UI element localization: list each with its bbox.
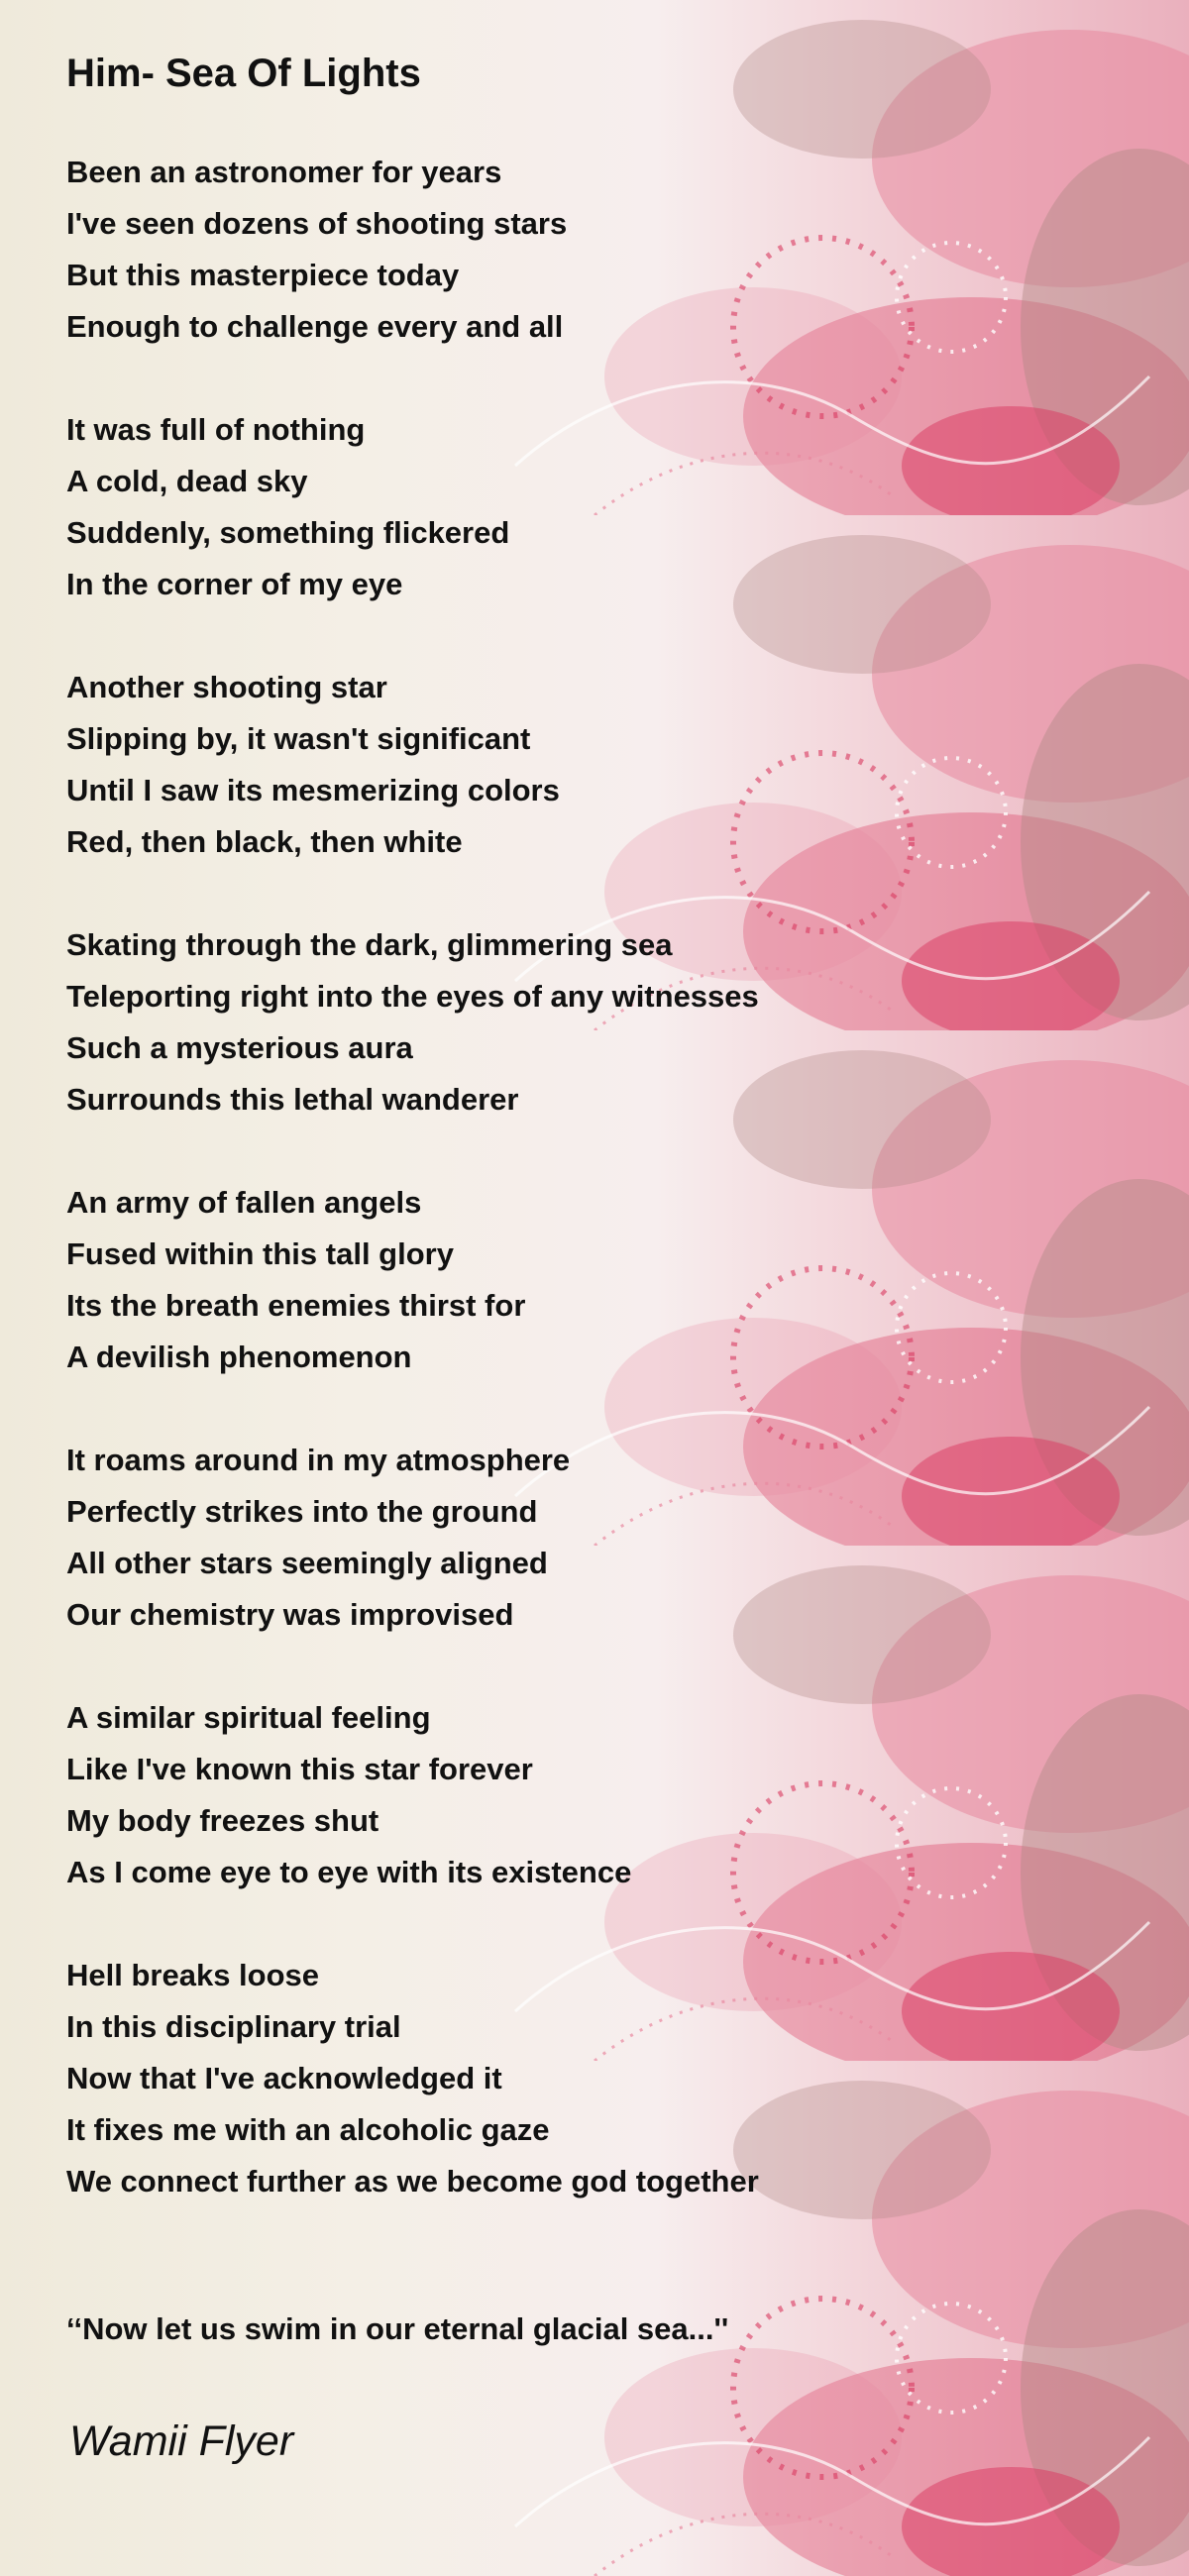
poem-line: As I come eye to eye with its existence xyxy=(66,1855,632,1889)
poem-title: Him- Sea Of Lights xyxy=(66,52,421,95)
poem-line: A similar spiritual feeling xyxy=(66,1700,431,1735)
poem-line: Red, then black, then white xyxy=(66,824,463,859)
poem-line: Now that I've acknowledged it xyxy=(66,2061,502,2095)
poem-line: Its the breath enemies thirst for xyxy=(66,1288,526,1323)
poem-line: But this masterpiece today xyxy=(66,258,460,292)
poem-line: All other stars seemingly aligned xyxy=(66,1546,548,1580)
poem-line: In this disciplinary trial xyxy=(66,2009,401,2044)
poem-line: A cold, dead sky xyxy=(66,464,308,498)
poem-line: Surrounds this lethal wanderer xyxy=(66,1082,519,1117)
poem-line: An army of fallen angels xyxy=(66,1185,422,1220)
poem-line: Been an astronomer for years xyxy=(66,155,502,189)
poem-line: Fused within this tall glory xyxy=(66,1236,454,1271)
stanza-7 xyxy=(66,1692,631,1898)
poem-line: In the corner of my eye xyxy=(66,567,403,601)
poem-line: Our chemistry was improvised xyxy=(66,1597,514,1632)
poem-line: Skating through the dark, glimmering sea xyxy=(66,927,673,962)
stanza-6 xyxy=(66,1435,570,1641)
poem-line: It fixes me with an alcoholic gaze xyxy=(66,2112,550,2147)
poem-line: Enough to challenge every and all xyxy=(66,309,564,344)
poem-line: It roams around in my atmosphere xyxy=(66,1443,571,1477)
poem-line: Slipping by, it wasn't significant xyxy=(66,721,531,756)
poem-line: I've seen dozens of shooting stars xyxy=(66,206,568,241)
stanza-8 xyxy=(66,1950,759,2207)
poem-line: My body freezes shut xyxy=(66,1803,379,1838)
stanza-2 xyxy=(66,404,509,610)
poem-line: It was full of nothing xyxy=(66,412,366,447)
poem-line: Like I've known this star forever xyxy=(66,1752,533,1786)
poem-line: A devilish phenomenon xyxy=(66,1340,412,1374)
poem-line: Suddenly, something flickered xyxy=(66,515,510,550)
stanza-3 xyxy=(66,662,560,868)
poem-line: Such a mysterious aura xyxy=(66,1030,413,1065)
poem-line: Perfectly strikes into the ground xyxy=(66,1494,538,1529)
poem-line: Until I saw its mesmerizing colors xyxy=(66,773,560,807)
poem-line: We connect further as we become god together xyxy=(66,2164,759,2199)
author-name: Wamii Flyer xyxy=(69,2417,294,2465)
stanza-5 xyxy=(66,1177,525,1383)
poem-line: Hell breaks loose xyxy=(66,1958,320,1992)
closing-quote: ‘‘Now let us swim in our eternal glacial sea...'' xyxy=(66,2311,729,2346)
stanza-1 xyxy=(66,147,567,353)
stanza-4 xyxy=(66,919,759,1126)
poem-line: Another shooting star xyxy=(66,670,387,704)
poem-line: Teleporting right into the eyes of any witnesses xyxy=(66,979,759,1014)
